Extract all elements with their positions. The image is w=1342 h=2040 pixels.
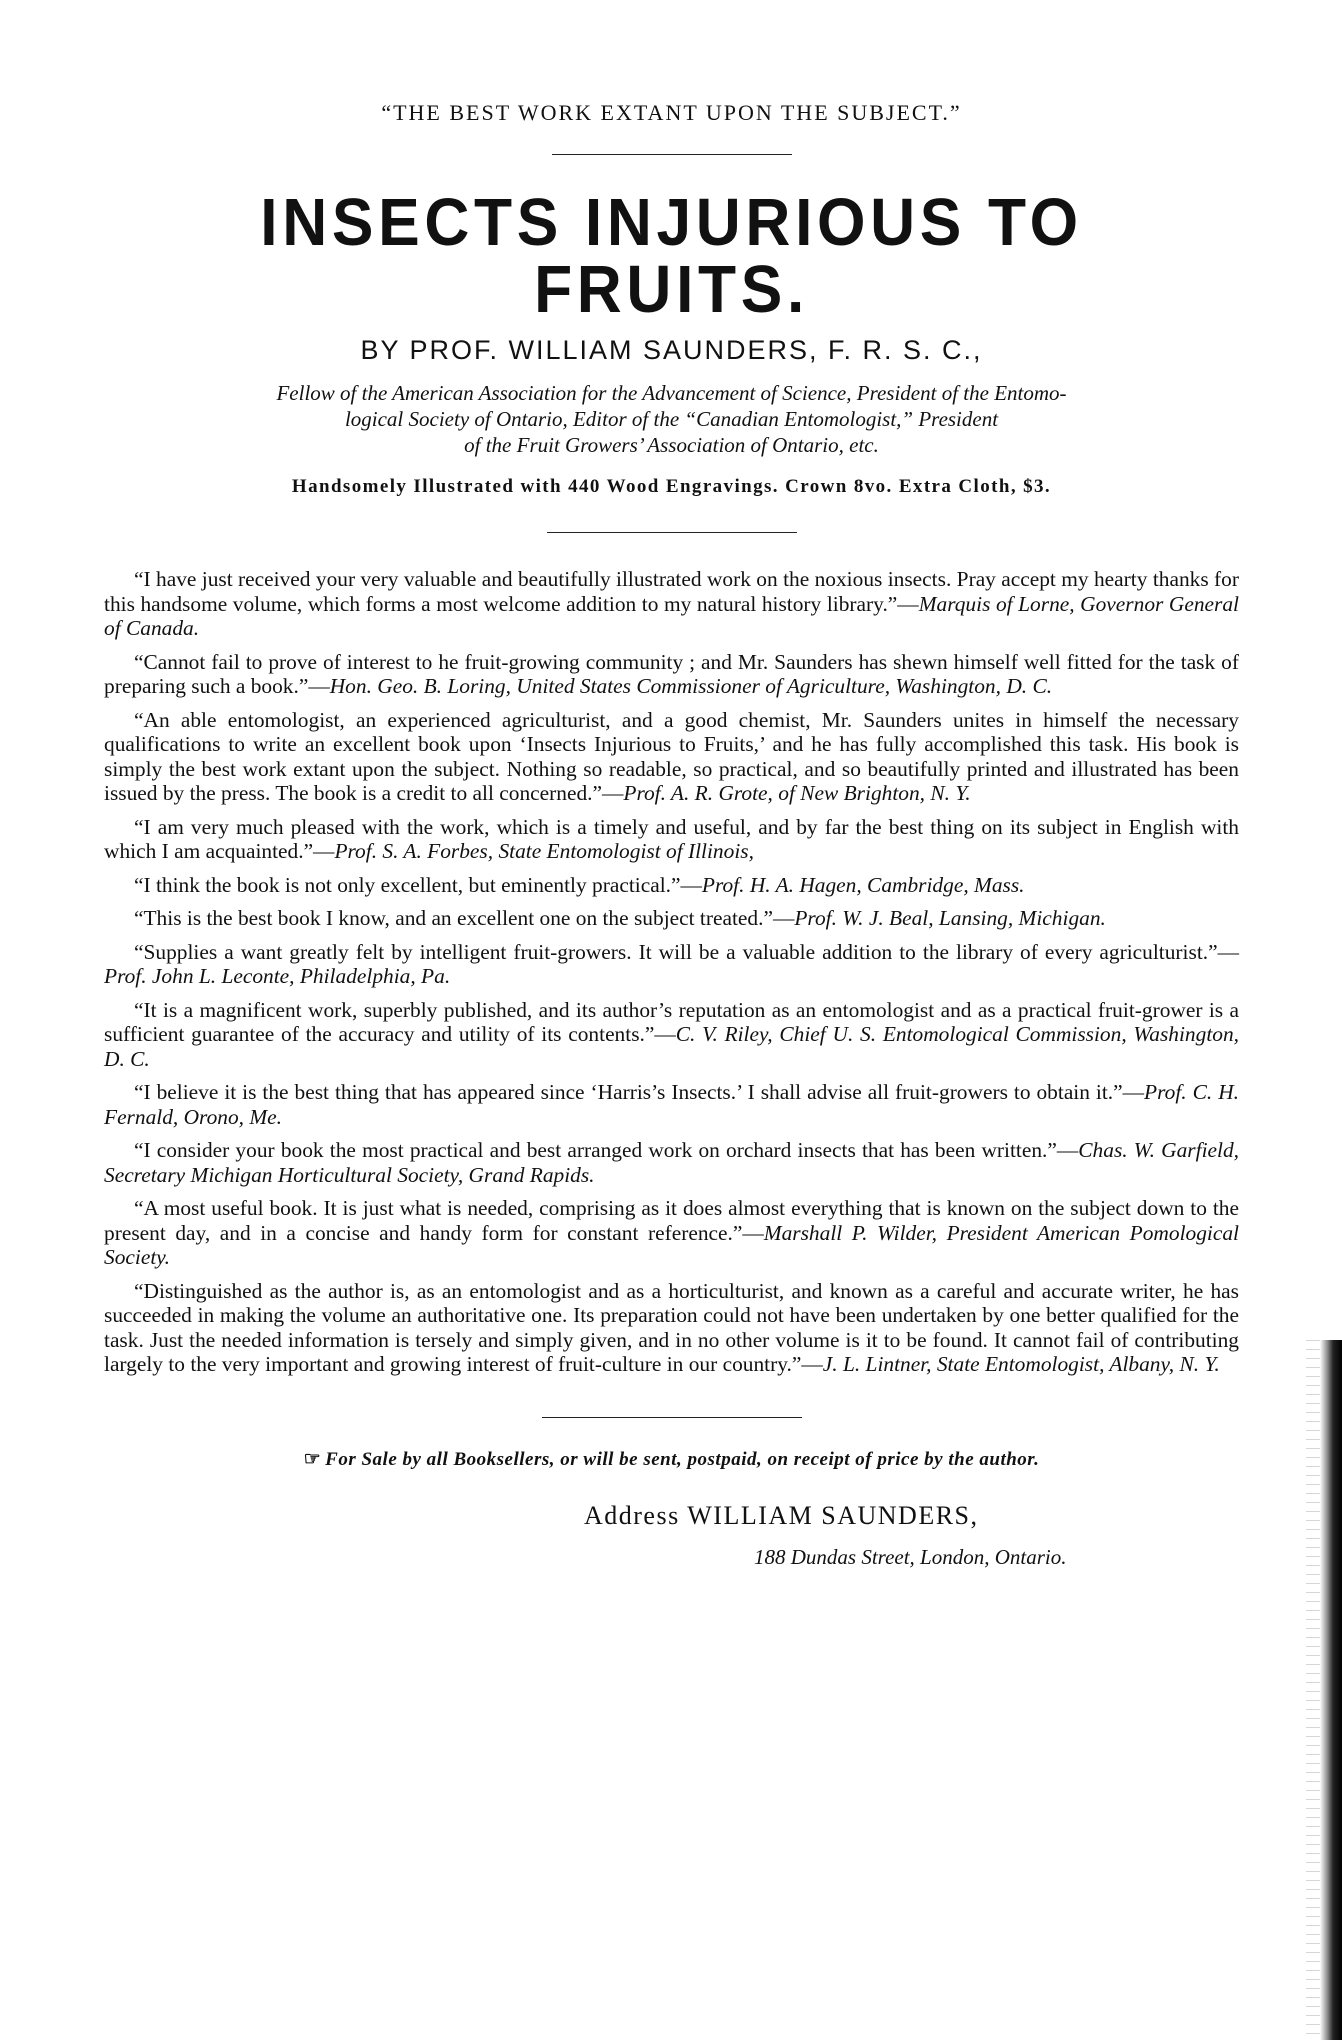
testimonial [104,815,1239,864]
testimonial-quote: “I have just received your very valuable and beautifully illustrated work on the noxious insects. Pray accept my hearty thanks for this handsome volume, which forms a most welcome addition to my natural history library.”— [104,567,1239,616]
testimonial-quote: “An able entomologist, an experienced agriculturist, and a good chemist, Mr. Saunders unites in himself the necessary qualifications to write an excellent book upon ‘Insects Injurious to Fruits,’ and he has fully accomplished this task. His book is simply the best work extant upon the subject. Nothing so readable, so practical, and so beautifully printed and illustrated has been issued by the press. The book is a credit to all concerned.”— [104,707,1239,805]
testimonial-quote: “I think the book is not only excellent, but eminently practical.”— [134,872,702,897]
sale-note-text: For Sale by all Booksellers, or will be sent, postpaid, on receipt of price by the author. [325,1448,1040,1470]
testimonial [104,873,1239,898]
testimonial-attribution: Prof. S. A. Forbes, State Entomologist of Illinois, [334,839,754,863]
testimonial-quote: “I consider your book the most practical and best arranged work on orchard insects that has been written.”— [134,1138,1079,1162]
testimonial [104,1138,1239,1187]
testimonial-attribution: Prof. A. R. Grote, of New Brighton, N. Y. [623,781,971,805]
testimonial-attribution: Hon. Geo. B. Loring, United States Commissioner of Agriculture, Washington, D. C. [329,674,1053,698]
testimonial-attribution: Marquis of Lorne, Governor General of Canada. [104,591,1239,640]
author-credentials [104,380,1239,458]
credentials-line: logical Society of Ontario, Editor of the “Canadian Entomologist,” President [344,407,999,431]
testimonial-quote: “Distinguished as the author is, as an entomologist and as a horticulturist, and known as a careful and accurate writer, he has succeeded in making the volume an authoritative one. Its preparation could not have been undertaken by one better qualified for the task. Just the needed information is tersely and simply given, and in no other volume is it to be found. It cannot fail of contributing largely to the very important and growing interest of fruit-culture in our country.”— [104,1278,1239,1376]
testimonial-attribution: Prof. John L. Leconte, Philadelphia, Pa. [104,964,451,988]
testimonial-attribution: C. V. Riley, Chief U. S. Entomological Commission, Washington, D. C. [104,1022,1240,1071]
address-line-2: 188 Dundas Street, London, Ontario. [754,1544,1067,1569]
testimonial [104,940,1239,989]
book-details: Handsomely Illustrated with 440 Wood Engravings. Crown 8vo. Extra Cloth, $3. [291,476,1052,497]
testimonial-quote: “This is the best book I know, and an excellent one on the subject treated.”— [134,906,795,930]
divider-bottom [542,1417,802,1418]
tagline: “THE BEST WORK EXTANT UPON THE SUBJECT.” [381,100,962,125]
testimonial-attribution: J. L. Lintner, State Entomologist, Albany, N. Y. [822,1352,1220,1376]
testimonial-quote: “A most useful book. It is just what is needed, comprising as it does almost everything that is known on the subject down to the present day, and in a concise and handy form for constant reference.”— [104,1196,1239,1245]
testimonial-quote: “Cannot fail to prove of interest to he fruit-growing community ; and Mr. Saunders has shewn himself well fitted for the task of preparing such a book.”— [104,649,1239,698]
testimonial-attribution: Prof. H. A. Hagen, Cambridge, Mass. [701,872,1025,897]
testimonial [104,906,1239,931]
testimonial-attribution: Marshall P. Wilder, President American Pomological Society. [104,1220,1239,1269]
divider-top [552,154,792,155]
binding-edge-mark [1320,1340,1342,2040]
testimonial-quote: “I am very much pleased with the work, which is a timely and useful, and by far the best thing on its subject in English with which I am acquainted.”— [104,814,1239,863]
testimonial-quote: “It is a magnificent work, superbly published, and its author’s reputation as an entomologist and as a practical fruit-grower is a sufficient guarantee of the accuracy and utility of its contents.”— [104,997,1239,1046]
testimonial-attribution: Prof. C. H. Fernald, Orono, Me. [104,1080,1239,1129]
credentials-line: of the Fruit Growers’ Association of Ontario, etc. [464,433,879,457]
testimonial-quote: “Supplies a want greatly felt by intelligent fruit-growers. It will be a valuable addition to the library of every agriculturist.”— [134,939,1239,964]
testimonial-quote: “I believe it is the best thing that has appeared since ‘Harris’s Insects.’ I shall advise all fruit-growers to obtain it.”— [134,1080,1145,1104]
testimonials-list [104,567,1239,1377]
testimonial [104,1279,1239,1377]
divider-middle [547,532,797,533]
testimonial [104,1196,1239,1270]
credentials-line: Fellow of the American Association for the Advancement of Science, President of the Entomo- [276,381,1067,405]
binding-edge-dots [1306,1340,1320,2040]
advertisement-content [104,100,1239,1570]
address-line-1: Address WILLIAM SAUNDERS, [584,1500,979,1530]
testimonial [104,998,1239,1072]
book-title: INSECTS INJURIOUS TO FRUITS. [260,185,1083,327]
testimonial-attribution: Prof. W. J. Beal, Lansing, Michigan. [794,906,1106,930]
pointing-hand-icon: ☞ [303,1448,322,1470]
sale-note [104,1448,1239,1471]
testimonial [104,1080,1239,1129]
testimonial [104,650,1239,699]
author-byline: BY PROF. WILLIAM SAUNDERS, F. R. S. C., [360,335,983,365]
testimonial [104,567,1239,641]
testimonial-attribution: Chas. W. Garfield, Secretary Michigan Horticultural Society, Grand Rapids. [104,1138,1240,1187]
testimonial [104,708,1239,806]
